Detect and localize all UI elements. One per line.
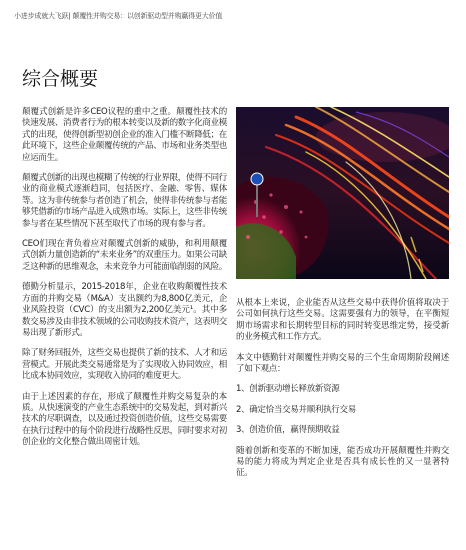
right-paragraph-1: 从根本上来说，企业能否从这些交易中获得价值将取决于公司如何执行这些交易。这需要强有力的领导，在平衡短期市场需求和长期转型目标的同时转变思维定势，接受新的业务模式和工作方式。 — [236, 298, 449, 343]
left-column — [22, 107, 227, 458]
right-column — [236, 298, 449, 489]
lifecycle-list — [236, 384, 449, 436]
lifecycle-item-1: 1、创新驱动增长释放新资源 — [236, 384, 340, 395]
paragraph-3: CEO们现在背负着应对颠覆式创新的威胁，和利用颠覆式创新力量创造新的“未来业务”的双重压力。如果公司缺乏这种新的思维观念，未来竞争力可能面临削弱的风险。 — [22, 239, 228, 272]
lifecycle-item-3: 3、创造价值，赢得预期收益 — [236, 425, 340, 436]
paragraph-5: 除了财务回报外，这些交易也提供了新的技术、人才和运营模式。开展此类交易通常是为了实现收入协同效应，相比成本协同效应，实现收入协同的难度更大。 — [22, 348, 228, 382]
running-header: 小进步成就大飞跃| 颠覆性并购交易：以创新驱动型并购赢得更大价值 — [14, 12, 223, 20]
light-trails-illustration — [236, 107, 449, 279]
right-paragraph-2: 本文中德勤针对颠覆性并购交易的三个生命周期阶段阐述了如下观点： — [236, 352, 449, 375]
lifecycle-item-2: 2、确定恰当交易并顺利执行交易 — [236, 404, 356, 415]
page-title: 综合概要 — [22, 67, 99, 90]
paragraph-6: 由于上述因素的存在，形成了颠覆性并购交易复杂的本质。从快速演变的产业生态系统中的交易发起，到对新兴技术的尽职调查，以及通过投资创造价值，这些交易需要在执行过程中的每个阶段进行战略性反思，同时要求对初创企业的文化整合做出周密计划。 — [22, 391, 228, 448]
closing-paragraph: 随着创新和变革的不断加速，能否成功开展颠覆性并购交易的能力将成为判定企业是否具有成长性的又一显著特征。 — [236, 445, 449, 479]
light-trails-photo — [236, 107, 449, 279]
paragraph-4: 德勤分析显示，2015-2018年，企业在收购颠覆性技术方面的并购交易（M&A）支出额约为8,800亿美元，企业风险投资（CVC）的支出额为2,200亿美元¹。其中多数交易涉及由非技术领域的公司收购技术资产，这表明交易出现了新形式。 — [22, 282, 228, 338]
paragraph-1: 颠覆式创新是许多CEO议程的重中之重。颠覆性技术的快速发展、消费者行为的根本转变以及新的数字化商业模式的出现，使得创新型初创企业的准入门槛不断降低；在此环境下，这些企业颠覆传统的产品、市场和业务类型也应运而生。 — [22, 107, 228, 163]
paragraph-2: 颠覆式创新的出现也模糊了传统的行业界限，使得不同行业的商业模式逐渐趋同，包括医疗、金融、零售、媒体等。这为非传统参与者创造了机会，使得非传统参与者能够凭借新的市场产品进入成熟市场。实际上，这些非传统参与者在某些情况下甚至取代了市场的现有参与者。 — [22, 173, 228, 229]
